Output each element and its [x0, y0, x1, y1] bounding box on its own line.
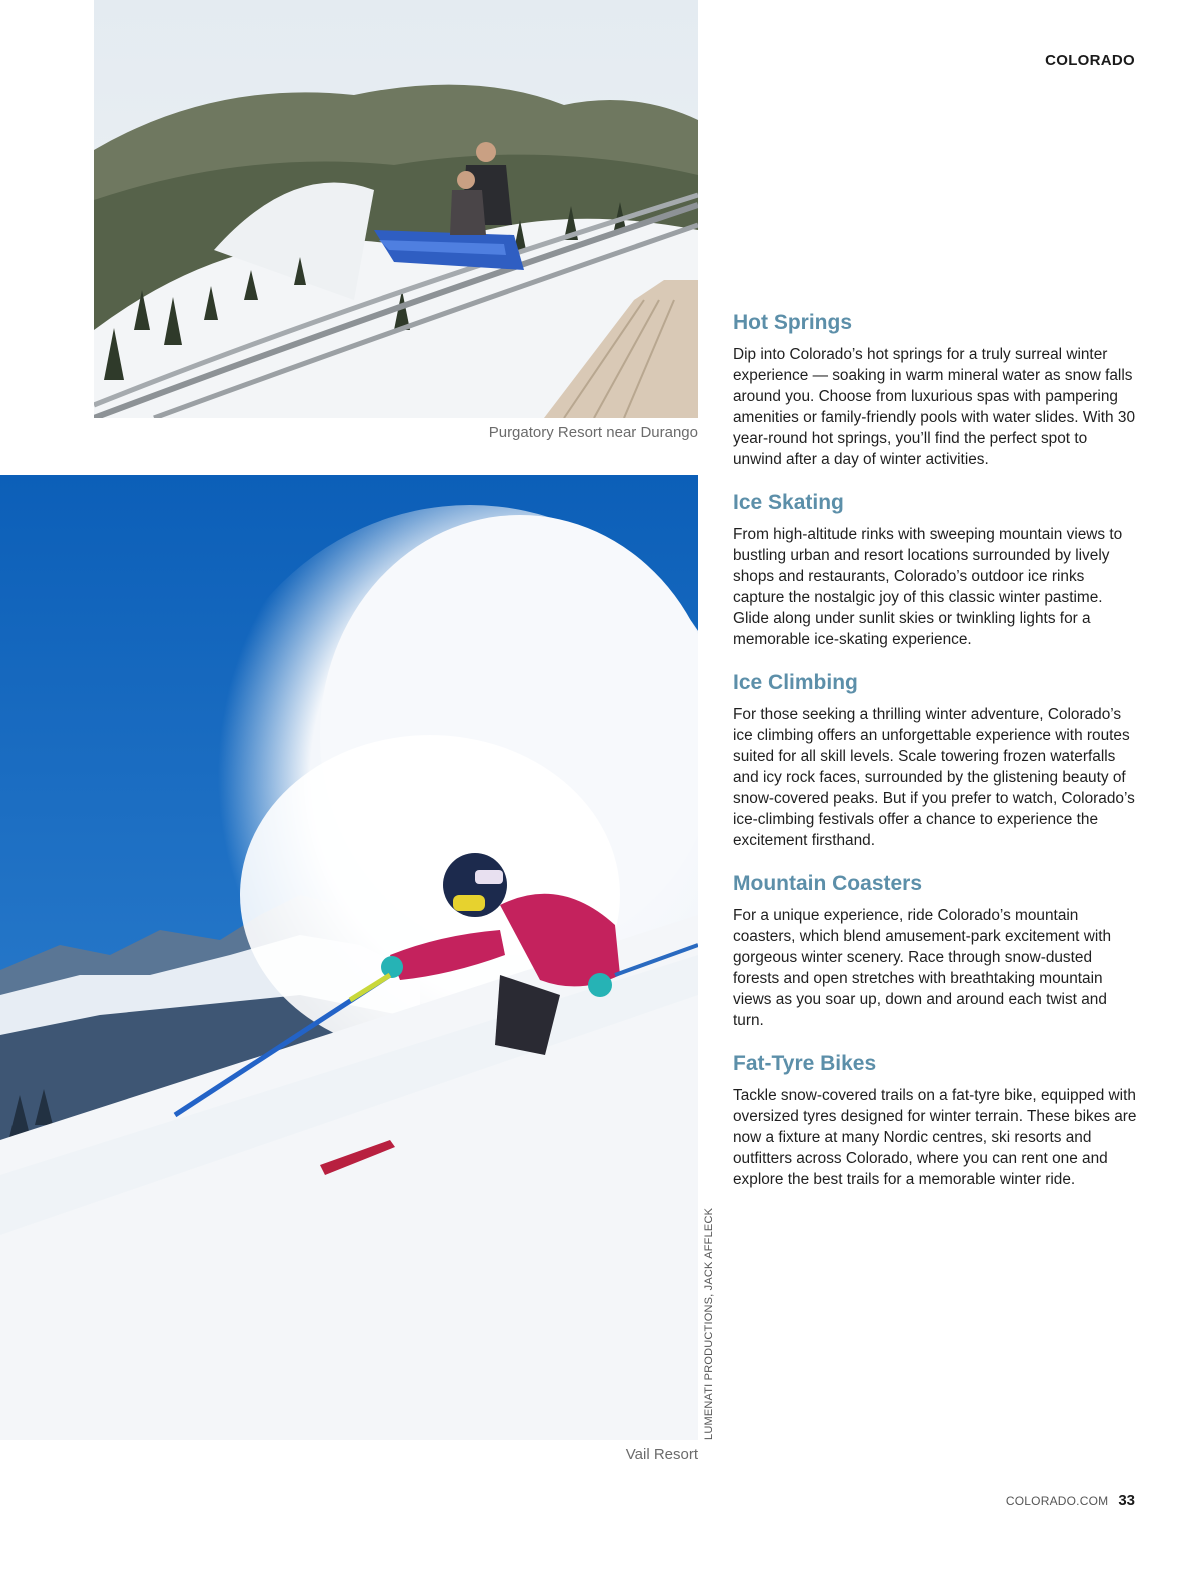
skier-photo [0, 475, 698, 1440]
article-body: From high-altitude rinks with sweeping mountain views to bustling urban and resort locations surrounded by lively shops and restaurants, Colorado’s outdoor ice rinks capture the nostalgic joy of this classic winter pastime. Glide along under sunlit skies or twinkling lights for a memorable ice-skating experience. [733, 526, 1123, 648]
article-body: For those seeking a thrilling winter adventure, Colorado’s ice climbing offers an unforgettable experience with routes suited for all skill levels. Scale towering frozen waterfalls and icy rock faces, surrounded by the glistening beauty of snow-covered peaks. But if you prefer to watch, Colorado’s ice-climbing festivals offer a chance to experience the excitement firsthand. [733, 706, 1135, 849]
article-ice-skating [733, 490, 1138, 650]
article-body: For a unique experience, ride Colorado’s mountain coasters, which blend amusement-park excitement with gorgeous winter scenery. Race through snow-dusted forests and open stretches with breathtaking mountain views as you soar up, down and around each twist and turn. [733, 907, 1112, 1029]
page-footer [1006, 1492, 1135, 1509]
article-heading: Fat-Tyre Bikes [733, 1052, 877, 1075]
article-heading: Mountain Coasters [733, 872, 923, 895]
article-heading: Ice Climbing [733, 671, 858, 694]
article-body: Tackle snow-covered trails on a fat-tyre bike, equipped with oversized tyres designed for winter terrain. These bikes are now a fixture at many Nordic centres, ski resorts and outfitters across Colorado, where you can rent one and explore the best trails for a memorable winter ride. [733, 1087, 1137, 1188]
photo-credit: LUMENATI PRODUCTIONS, JACK AFFLECK [703, 1207, 715, 1440]
article-body: Dip into Colorado’s hot springs for a truly surreal winter experience — soaking in warm mineral water as snow falls around you. Choose from luxurious spas with pampering amenities or family-friendly pools with water slides. With 30 year-round hot springs, you’ll find the perfect spot to unwind after a day of winter activities. [733, 346, 1136, 468]
top-photo-caption: Purgatory Resort near Durango [488, 424, 698, 441]
article-mountain-coasters [733, 871, 1138, 1031]
section-label: COLORADO [1045, 52, 1135, 69]
article-fat-tyre-bikes [733, 1051, 1138, 1190]
mountain-coaster-photo [94, 0, 698, 418]
footer-site-link[interactable]: COLORADO.COM [1005, 1494, 1109, 1508]
article-column [733, 310, 1138, 1210]
main-photo-caption: Vail Resort [625, 1446, 698, 1463]
article-heading: Ice Skating [733, 491, 844, 514]
article-hot-springs [733, 310, 1138, 470]
article-heading: Hot Springs [733, 311, 852, 334]
article-ice-climbing [733, 670, 1138, 851]
page-number: 33 [1118, 1492, 1135, 1509]
